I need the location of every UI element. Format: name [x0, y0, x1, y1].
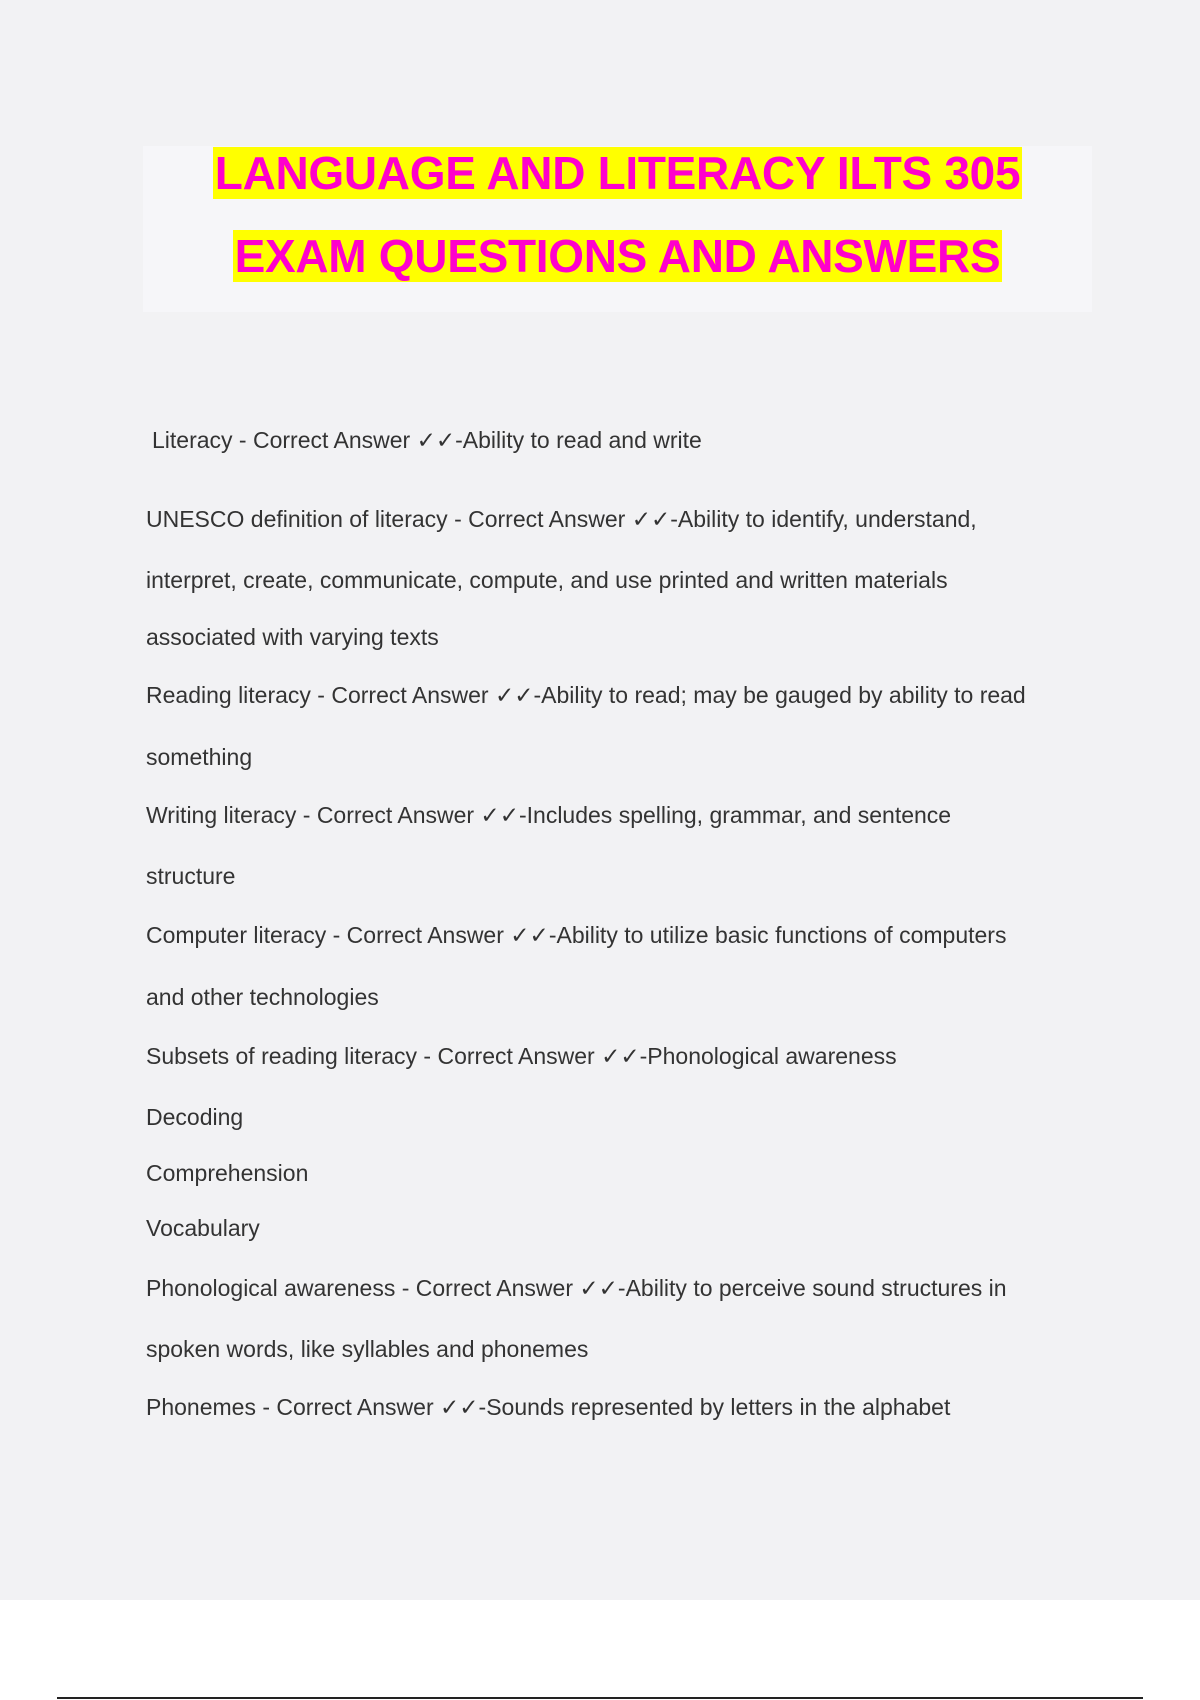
text-line: and other technologies	[146, 984, 379, 1010]
text-line: UNESCO definition of literacy - Correct Answer ✓✓-Ability to identify, understand,	[146, 506, 977, 532]
text-line: something	[146, 744, 253, 770]
text-line: Writing literacy - Correct Answer ✓✓-Includes spelling, grammar, and sentence	[146, 802, 952, 828]
text-line: interpret, create, communicate, compute, and use printed and written materials	[146, 567, 948, 593]
title-text-2: EXAM QUESTIONS AND ANSWERS	[234, 230, 1001, 282]
text-line: Phonological awareness - Correct Answer ✓✓-Ability to perceive sound structures in	[146, 1275, 1007, 1301]
title-line-2	[143, 228, 1092, 284]
title-line-1	[143, 145, 1092, 201]
text-line: Vocabulary	[146, 1215, 260, 1241]
footer-rule	[57, 1697, 1143, 1699]
text-line: spoken words, like syllables and phonemes	[146, 1336, 589, 1362]
text-line: associated with varying texts	[146, 624, 439, 650]
title-text-1: LANGUAGE AND LITERACY ILTS 305	[214, 147, 1021, 199]
text-line: Phonemes - Correct Answer ✓✓-Sounds represented by letters in the alphabet	[146, 1394, 951, 1420]
text-line: Decoding	[146, 1104, 244, 1130]
text-line: Comprehension	[146, 1160, 309, 1186]
text-line: Subsets of reading literacy - Correct Answer ✓✓-Phonological awareness	[146, 1043, 897, 1069]
text-line: Literacy - Correct Answer ✓✓-Ability to read and write	[152, 427, 702, 453]
text-line: Computer literacy - Correct Answer ✓✓-Ability to utilize basic functions of computers	[146, 922, 1007, 948]
text-line: structure	[146, 863, 236, 889]
text-line: Reading literacy - Correct Answer ✓✓-Ability to read; may be gauged by ability to read	[146, 682, 1026, 708]
